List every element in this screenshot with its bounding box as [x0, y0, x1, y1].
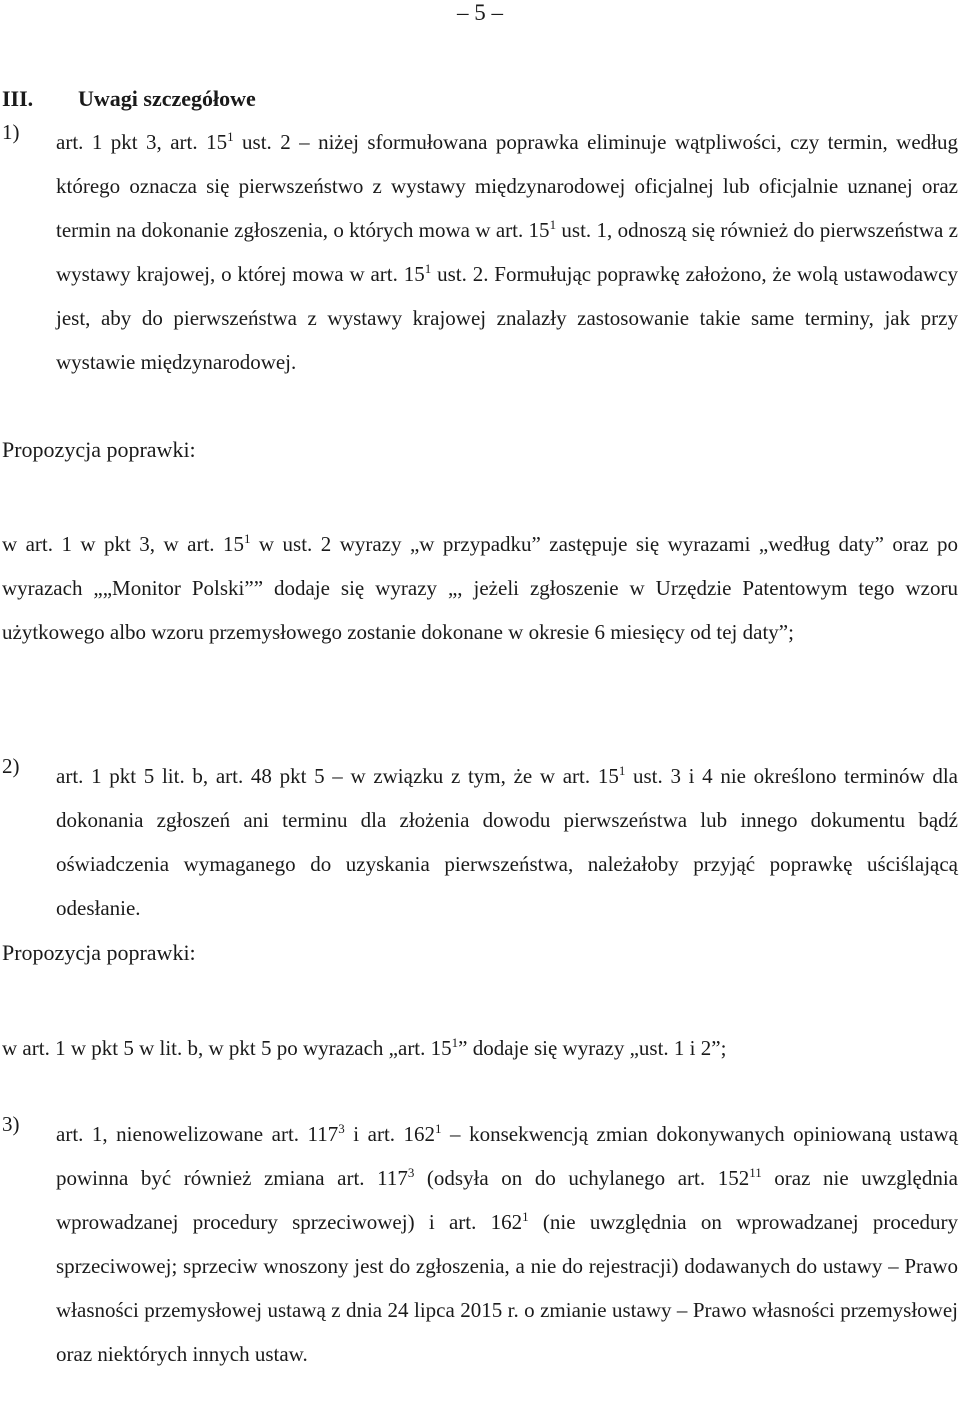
section-heading [2, 86, 256, 112]
superscript: 1 [549, 217, 557, 232]
superscript: 11 [749, 1165, 762, 1180]
text-run: ust. 1, odnoszą się również do pierwszeństwa z wystawy krajowej, o której mowa w art. 15 [56, 218, 958, 286]
section-title: Uwagi szczegółowe [78, 86, 256, 111]
item-number: 3) [2, 1112, 20, 1136]
text-run: (nie uwzględnia on wprowadzanej procedury sprzeciwowej; sprzeciw wnoszony jest do zgłoszenia, a nie do rejestracji) dodawanych do ustawy – Prawo własności przemysłowej ustawą z dnia 24 lipca 2015 r. o zmianie ustawy – Prawo własności przemysłowej oraz niektórych innych ustaw. [56, 1210, 959, 1366]
text-run: (odsyła on do uchylanego art. 152 [414, 1166, 750, 1190]
text-run: ust. 3 i 4 nie określono terminów dla dokonania zgłoszeń ani terminu dla złożenia dowodu pierwszeństwa lub innego dokumentu bądź oświadczenia wymaganego do uzyskania pierwszeństwa, należałoby przyjąć poprawkę uściślającą odesłanie. [56, 764, 958, 920]
superscript: 1 [227, 129, 234, 144]
amendment-2-body [2, 1026, 958, 1070]
superscript: 1 [618, 763, 626, 778]
item-number: 1) [2, 120, 20, 144]
text-run: w art. 1 w pkt 5 w lit. b, w pkt 5 po wyrazach „art. 15 [2, 1036, 452, 1060]
text-run: – konsekwencją zmian dokonywanych opiniowaną ustawą powinna być również zmiana art. 117 [56, 1122, 958, 1190]
superscript: 3 [338, 1121, 345, 1136]
section-number: III. [2, 86, 34, 111]
page-number: – 5 – [457, 0, 503, 25]
item-2-body [56, 754, 958, 930]
text-run: art. 1 pkt 5 lit. b, art. 48 pkt 5 – w związku z tym, że w art. 15 [56, 764, 619, 788]
text-run: w art. 1 w pkt 3, w art. 15 [2, 532, 244, 556]
superscript: 1 [522, 1209, 529, 1224]
text-run: oraz nie uwzględnia wprowadzanej procedury sprzeciwowej) i art. 162 [56, 1166, 958, 1234]
superscript: 1 [435, 1121, 442, 1136]
superscript: 3 [407, 1165, 415, 1180]
item-number: 2) [2, 754, 20, 778]
superscript: 1 [424, 261, 432, 276]
proposal-heading: Propozycja poprawki: [2, 940, 196, 965]
proposal-heading: Propozycja poprawki: [2, 437, 196, 462]
superscript: 1 [451, 1035, 459, 1050]
text-run: i art. 162 [344, 1122, 436, 1146]
text-run: w ust. 2 wyrazy „w przypadku” zastępuje się wyrazami „według daty” oraz po wyrazach „„Monitor Polski”” dodaje się wyrazy „, jeżeli zgłoszenie w Urzędzie Patentowym tego wzoru użytkowego albo wzoru przemysłowego zostanie dokonane w okresie 6 miesięcy od tej daty”; [2, 532, 958, 644]
item-1-body [56, 120, 958, 384]
item-3-body [56, 1112, 958, 1376]
text-run: art. 1, nienowelizowane art. 117 [56, 1122, 339, 1146]
superscript: 1 [243, 531, 251, 546]
text-run: ” dodaje się wyrazy „ust. 1 i 2”; [458, 1036, 727, 1060]
text-run: ust. 2. Formułując poprawkę założono, że wolą ustawodawcy jest, aby do pierwszeństwa z wystawy krajowej znalazły zastosowanie takie same terminy, jak przy wystawie międzynarodowej. [56, 262, 959, 374]
text-run: art. 1 pkt 3, art. 15 [56, 130, 228, 154]
amendment-1-body [2, 522, 958, 654]
text-run: ust. 2 – niżej sformułowana poprawka eliminuje wątpliwości, czy termin, według którego oznacza się pierwszeństwo z wystawy międzynarodowej oficjalnej lub oficjalnie uznanej oraz termin na dokonanie zgłoszenia, o których mowa w art. 15 [56, 130, 958, 242]
